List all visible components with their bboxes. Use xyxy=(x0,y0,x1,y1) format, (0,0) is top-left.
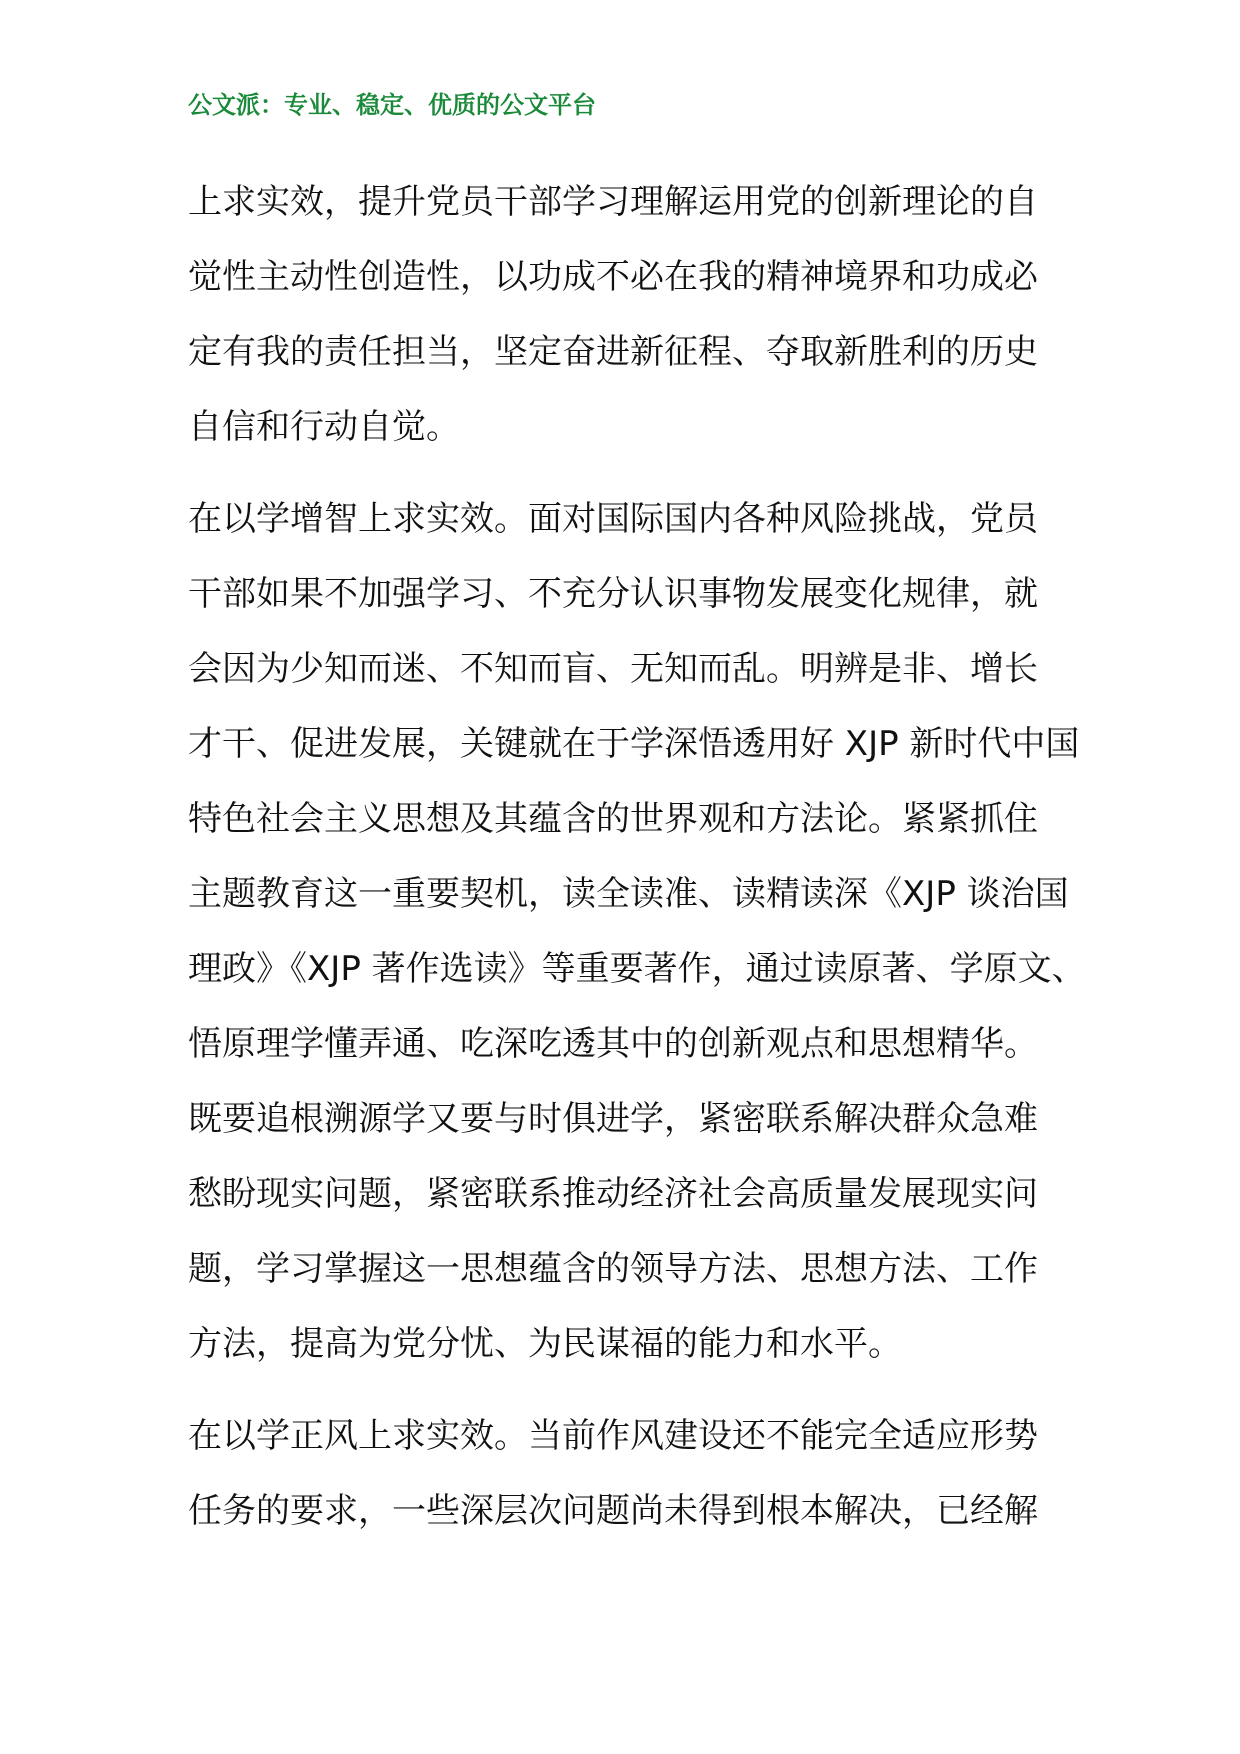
text-line: 题，学习掌握这一思想蕴含的领导方法、思想方法、工作 xyxy=(188,1249,1038,1289)
text-line: 才干、促进发展，关键就在于学深悟透用好 XJP 新时代中国 xyxy=(188,724,1080,764)
text-line: 特色社会主义思想及其蕴含的世界观和方法论。紧紧抓住 xyxy=(188,799,1038,839)
text-line: 既要追根溯源学又要与时俱进学，紧密联系解决群众急难 xyxy=(188,1099,1038,1139)
text-line: 方法，提高为党分忧、为民谋福的能力和水平。 xyxy=(188,1324,902,1364)
text-line: 任务的要求，一些深层次问题尚未得到根本解决，已经解 xyxy=(188,1491,1038,1531)
page-header: 公文派：专业、稳定、优质的公文平台 xyxy=(188,91,596,119)
body-text xyxy=(188,165,1086,1549)
paragraph xyxy=(188,165,1068,465)
text-line: 在以学正风上求实效。当前作风建设还不能完全适应形势 xyxy=(188,1416,1038,1456)
text-line: 悟原理学懂弄通、吃深吃透其中的创新观点和思想精华。 xyxy=(188,1024,1038,1064)
text-line: 在以学增智上求实效。面对国际国内各种风险挑战，党员 xyxy=(188,499,1038,539)
text-line: 上求实效，提升党员干部学习理解运用党的创新理论的自 xyxy=(188,182,1038,222)
text-line: 自信和行动自觉。 xyxy=(188,407,460,447)
text-line: 干部如果不加强学习、不充分认识事物发展变化规律，就 xyxy=(188,574,1038,614)
text-line: 觉性主动性创造性，以功成不必在我的精神境界和功成必 xyxy=(188,257,1038,297)
paragraph xyxy=(188,482,1086,1382)
text-line: 愁盼现实问题，紧密联系推动经济社会高质量发展现实问 xyxy=(188,1174,1038,1214)
paragraph xyxy=(188,1399,1068,1549)
paragraph-gap xyxy=(188,465,1068,482)
text-line: 主题教育这一重要契机，读全读准、读精读深《XJP 谈治国 xyxy=(188,874,1069,914)
text-line: 定有我的责任担当，坚定奋进新征程、夺取新胜利的历史 xyxy=(188,332,1038,372)
text-line: 会因为少知而迷、不知而盲、无知而乱。明辨是非、增长 xyxy=(188,649,1038,689)
paragraph-gap xyxy=(188,1382,1068,1399)
text-line: 理政》《XJP 著作选读》等重要著作，通过读原著、学原文、 xyxy=(188,949,1086,989)
